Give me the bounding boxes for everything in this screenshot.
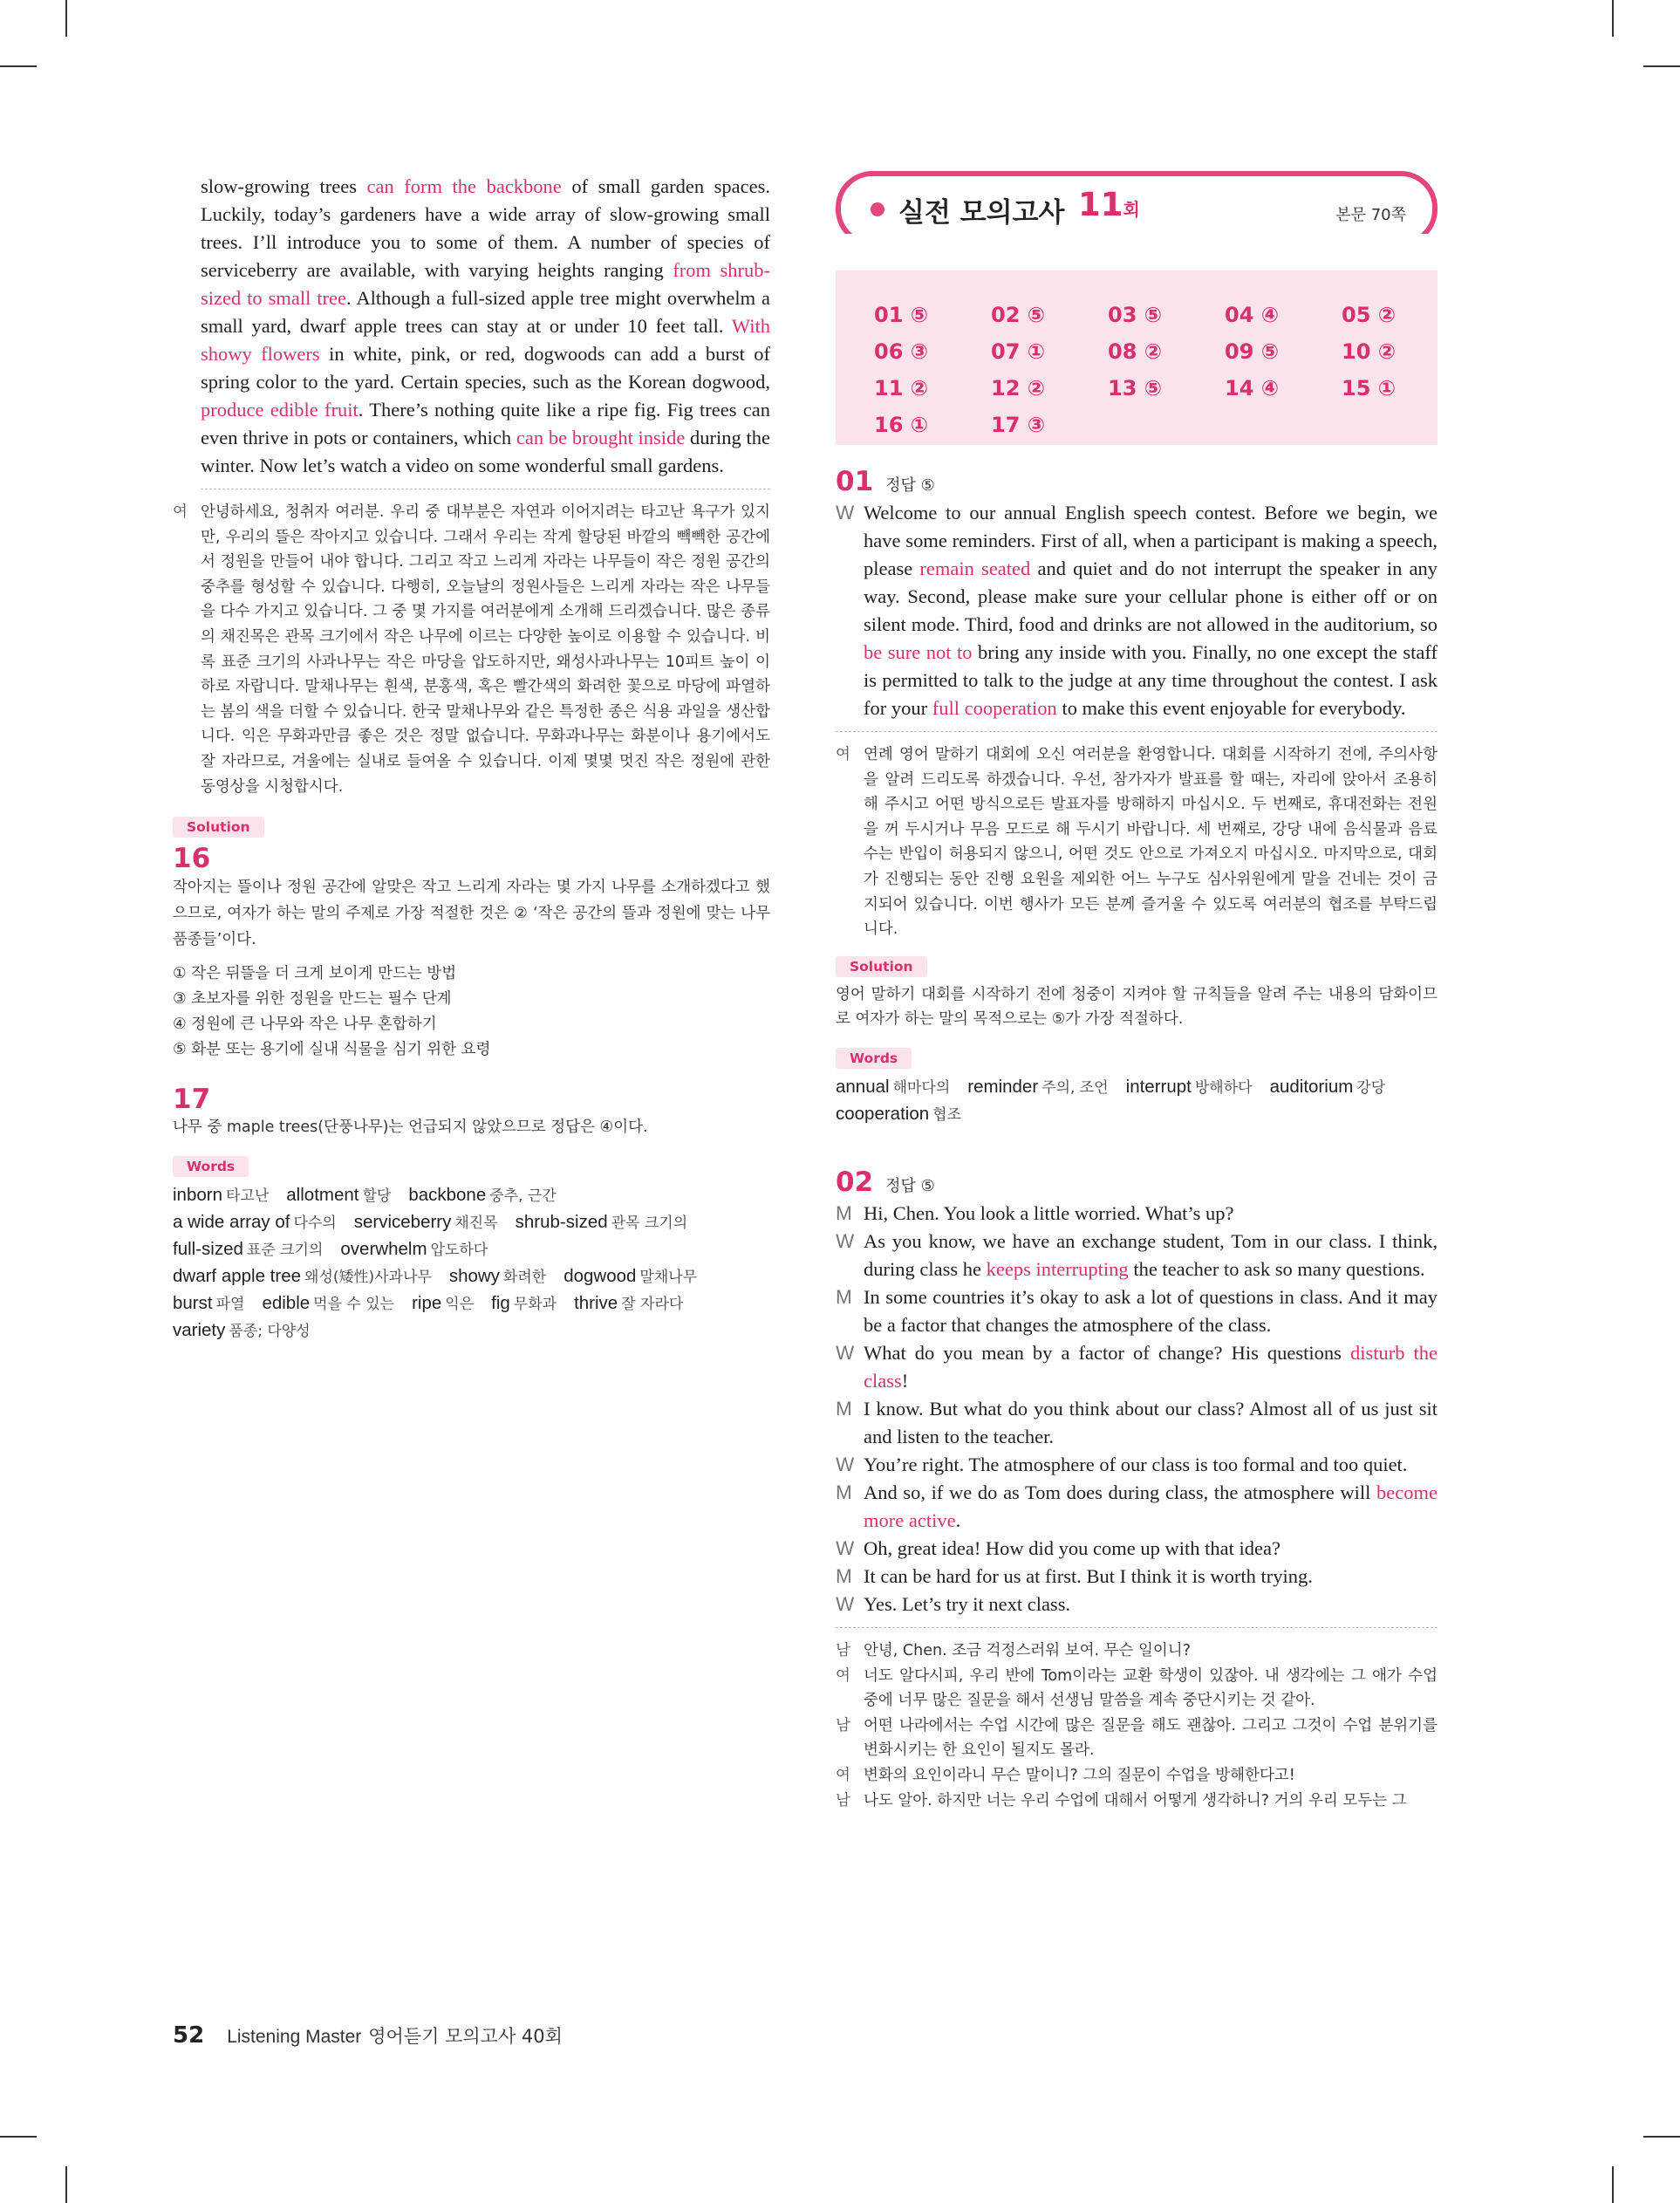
round-number: 11회 <box>1078 186 1140 223</box>
text-run: in white, pink, or red, dogwoods can add a burst of spring color to the yard. Certain species, such as the Korean dogwood, <box>201 343 771 393</box>
speaker-label: W <box>836 1341 855 1364</box>
text-run: . There’s nothing quite like a ripe fig. Fig trees can even thrive in pots or containers, which <box>201 399 770 448</box>
vocabulary-list <box>173 1182 770 1344</box>
page-number: 52 <box>173 2022 205 2049</box>
option-item: ③ 초보자를 위한 정원을 만드는 필수 단계 <box>173 990 452 1009</box>
answer-item: 01 ⑤ <box>874 303 929 327</box>
vocab-meaning: 말채나무 <box>639 1268 698 1286</box>
left-column <box>173 173 770 1344</box>
vocab-term: reminder <box>967 1076 1039 1097</box>
speaker-label: M <box>836 1481 852 1503</box>
korean-translation-01: 여 연례 영어 말하기 대회에 오신 여러분을 환영합니다. 대회를 시작하기 전에, 주의사항을 알려 드리도록 하겠습니다. 우선, 참가자가 발표를 할 때는, 자리에 앉아서 조용히 해 주시고 어떤 방식으로든 발표자를 방해하지 마십시오. 두 번째로, 휴대전화는 전원을 꺼 두시거나 무음 모드로 해 두시기 바랍니다. 세 번째로, 강당 내에 음식물과 음료수는 반입이 허용되지 않으니, 어떤 것도 안으로 가져오지 마십시오. 마지막으로, 대회가 진행되는 동안 진행 요원을 제외한 어느 누구도 심사위원에게 말을 건네는 것이 금지되어 있습니다. 이번 행사가 모든 분께 즐거울 수 있도록 여러분의 협조를 부탁드립니다. <box>836 742 1438 942</box>
script-01 <box>836 499 1438 722</box>
korean-dialogue-line <box>836 1789 1438 1814</box>
wrong-options-list <box>173 961 770 1063</box>
speaker-label: 남 <box>836 1641 850 1659</box>
speaker-label: W <box>836 502 855 523</box>
korean-translation-16-17: 여 안녕하세요, 청취자 여러분. 우리 중 대부분은 자연과 이어지려는 타고난 욕구가 있지만, 우리의 뜰은 작아지고 있습니다. 그래서 우리는 작게 할당된 바깥의 빽빽한 공간에서 정원을 만들어 내야 합니다. 그리고 작고 느리게 자라는 나무들이 작은 정원 공간의 중추를 형성할 수 있습니다. 다행히, 오늘날의 정원사들은 느리게 자라는 작은 나무들을 다수 가지고 있습니다. 그 중 몇 가지를 여러분에게 소개해 드리겠습니다. 많은 종류의 채진목은 관목 크기에서 작은 나무에 이르는 다양한 높이로 이용할 수 있습니다. 비록 표준 크기의 사과나무는 작은 마당을 압도하지만, 왜성사과나무는 10피트 높이 이하로 자랍니다. 말채나무는 흰색, 분홍색, 혹은 빨간색의 화려한 꽃으로 마당에 파열하는 봄의 색을 더할 수 있습니다. 한국 말채나무와 같은 특정한 종은 식용 과일을 생산합니다. 익은 무화과만큼 좋은 것은 정말 없습니다. 무화과나무는 화분이나 용기에서도 잘 자라므로, 겨울에는 실내로 들여올 수 있습니다. 이제 몇몇 멋진 작은 정원에 관한 동영상을 시청합시다. <box>173 500 770 799</box>
vocab-line <box>836 1074 1438 1101</box>
text-run: It can be hard for us at first. But I think it is worth trying. <box>864 1564 1313 1587</box>
vocab-term: thrive <box>574 1292 618 1313</box>
text-run: Hi, Chen. You look a little worried. What’s up? <box>864 1201 1234 1224</box>
text-run: and quiet and do not interrupt the speaker in any way. Second, please make sure your cellular phone is either off or on silent mode. Third, food and drinks are not allowed in the auditorium, so <box>864 558 1438 635</box>
crop-mark <box>1612 2166 1614 2203</box>
vocab-term: edible <box>262 1292 311 1313</box>
highlighted-phrase: from shrub-sized to small tree <box>201 259 770 309</box>
answer-item: 10 ② <box>1342 339 1397 364</box>
page-footer <box>173 2022 563 2049</box>
dialogue-line <box>836 1451 1438 1479</box>
korean-line-text: 변화의 요인이라니 무슨 말이니? 그의 질문이 수업을 방해한다고! <box>864 1766 1295 1784</box>
dialogue-line <box>836 1563 1438 1591</box>
vocab-term: overwhelm <box>340 1238 427 1259</box>
text-run: As you know, we have an exchange student, Tom in our class. I think, during class he <box>864 1229 1438 1280</box>
vocab-meaning: 표준 크기의 <box>246 1241 324 1259</box>
answer-item: 04 ④ <box>1225 303 1280 327</box>
vocab-term: serviceberry <box>353 1211 452 1232</box>
korean-dialogue-line <box>836 1763 1438 1789</box>
vocabulary-list <box>836 1074 1438 1128</box>
words-tag: Words <box>173 1156 249 1177</box>
speaker-label: W <box>836 1453 855 1475</box>
solution-tag: Solution <box>836 956 927 977</box>
vocab-meaning: 잘 자라다 <box>621 1295 684 1313</box>
text-run: . <box>955 1509 961 1531</box>
vocab-meaning: 화려한 <box>502 1268 547 1286</box>
speaker-label: 여 <box>836 1766 850 1784</box>
test-header <box>836 171 1438 246</box>
text-run: Welcome to our annual English speech contest. Before we begin, we have some reminders. First of all, when a participant is making a speech, please <box>864 502 1438 579</box>
text-run: Yes. Let’s try it next class. <box>864 1592 1071 1615</box>
text-run: during the winter. Now let’s watch a video on some wonderful small gardens. <box>201 427 771 476</box>
vocab-term: shrub-sized <box>515 1211 608 1232</box>
korean-translation-02 <box>836 1639 1438 1813</box>
text-run: In some countries it’s okay to ask a lot of questions in class. And it may be a factor that changes the atmosphere of the class. <box>864 1285 1438 1336</box>
vocab-meaning: 품종; 다양성 <box>229 1322 311 1340</box>
answer-label: 정답 ⑤ <box>885 476 935 495</box>
answer-item: 12 ② <box>991 376 1046 400</box>
dialogue-line <box>836 1228 1438 1283</box>
text-run: ! <box>901 1369 909 1392</box>
highlighted-phrase: can form the backbone <box>366 175 562 197</box>
dialogue-line <box>836 1339 1438 1395</box>
crop-mark <box>65 0 67 37</box>
book-subtitle: 영어듣기 모의고사 40회 <box>368 2026 563 2047</box>
solution-16-text: 작아지는 뜰이나 정원 공간에 알맞은 작고 느리게 자라는 몇 가지 나무를 소개하겠다고 했으므로, 여자가 하는 말의 주제로 가장 적절한 것은 ② ‘작은 공간의 뜰과 정원에 맞는 나무 품종들’이다. <box>173 879 770 949</box>
vocab-term: dogwood <box>563 1265 637 1286</box>
korean-line-text: 너도 알다시피, 우리 반에 Tom이라는 교환 학생이 있잖아. 내 생각에는 그 애가 수업 중에 너무 많은 질문을 해서 선생님 말씀을 계속 중단시키는 것 같아. <box>864 1666 1438 1710</box>
bullet-dot <box>871 202 884 216</box>
vocab-meaning: 압도하다 <box>430 1241 488 1259</box>
answer-item: 05 ② <box>1342 303 1397 327</box>
vocab-term: backbone <box>408 1184 487 1205</box>
vocab-term: a wide array of <box>173 1211 290 1232</box>
vocab-line <box>173 1290 770 1317</box>
divider <box>836 731 1438 732</box>
vocab-meaning: 익은 <box>445 1295 475 1313</box>
book-title: Listening Master <box>227 2027 362 2047</box>
vocab-term: allotment <box>286 1184 359 1205</box>
answer-item: 16 ① <box>874 413 929 437</box>
vocab-meaning: 강당 <box>1356 1078 1386 1097</box>
vocab-term: fig <box>491 1292 510 1313</box>
vocab-meaning: 주의, 조언 <box>1041 1078 1109 1097</box>
answer-key-box <box>836 270 1438 445</box>
answer-item: 09 ⑤ <box>1225 339 1280 364</box>
answer-item: 11 ② <box>874 376 929 400</box>
vocab-term: interrupt <box>1125 1076 1192 1097</box>
divider <box>836 1627 1438 1628</box>
korean-dialogue-line <box>836 1714 1438 1763</box>
speaker-label: 여 <box>173 503 188 521</box>
vocab-term: dwarf apple tree <box>173 1265 302 1286</box>
vocab-meaning: 무화과 <box>513 1295 557 1313</box>
vocab-term: cooperation <box>836 1103 930 1124</box>
text-run: to make this event enjoyable for everybody. <box>1056 697 1406 719</box>
speaker-label: 남 <box>836 1791 850 1810</box>
highlighted-phrase: can be brought inside <box>516 427 686 448</box>
vocab-meaning: 왜성(矮性)사과나무 <box>304 1268 432 1286</box>
vocab-term: annual <box>836 1076 890 1097</box>
crop-mark <box>1612 0 1614 37</box>
vocab-meaning: 먹을 수 있는 <box>313 1295 395 1313</box>
page-reference: 본문 70쪽 <box>1335 206 1406 224</box>
solution-17-text: 나무 중 maple trees(단풍나무)는 언급되지 않았으므로 정답은 ④이다. <box>173 1119 648 1137</box>
question-number: 17 <box>173 1084 211 1116</box>
speaker-label: W <box>836 1592 855 1615</box>
vocab-line <box>173 1209 770 1236</box>
vocab-term: inborn <box>173 1184 222 1205</box>
solution-tag: Solution <box>173 817 264 838</box>
crop-mark <box>0 2136 37 2138</box>
highlighted-phrase: remain seated <box>919 558 1031 579</box>
passage-16-17 <box>173 173 770 480</box>
vocab-meaning: 중추, 근간 <box>489 1187 557 1205</box>
option-item: ① 작은 뒤뜰을 더 크게 보이게 만드는 방법 <box>173 965 457 983</box>
vocab-line <box>173 1182 770 1209</box>
vocab-meaning: 관목 크기의 <box>611 1214 688 1232</box>
vocab-line <box>173 1236 770 1263</box>
speaker-label: W <box>836 1229 855 1252</box>
text-run: I know. But what do you think about our class? Almost all of us just sit and listen to the teacher. <box>864 1397 1438 1447</box>
vocab-meaning: 협조 <box>932 1105 961 1124</box>
vocab-meaning: 타고난 <box>226 1187 270 1205</box>
header-title: 실전 모의고사 <box>898 197 1065 229</box>
korean-line-text: 나도 알아. 하지만 너는 우리 수업에 대해서 어떻게 생각하니? 거의 우리 모두는 그 <box>864 1791 1407 1810</box>
question-number: 02 <box>836 1166 874 1198</box>
right-column <box>836 171 1438 1813</box>
vocab-term: burst <box>173 1292 213 1313</box>
answer-item: 02 ⑤ <box>991 303 1046 327</box>
text-run: of small garden spaces. Luckily, today’s gardeners have a wide array of slow-growing small trees. I’ll introduce you to some of them. A number of species of serviceberry are available, with varying heights ranging <box>201 175 770 281</box>
vocab-meaning: 해마다의 <box>892 1078 951 1097</box>
answer-item: 07 ① <box>991 339 1046 364</box>
dialogue-line <box>836 1395 1438 1451</box>
text-run: You’re right. The atmosphere of our class is too formal and too quiet. <box>864 1453 1408 1475</box>
highlighted-phrase: With showy flowers <box>201 315 770 365</box>
answer-item: 13 ⑤ <box>1108 376 1163 400</box>
vocab-term: variety <box>173 1319 226 1340</box>
speaker-label: 여 <box>836 746 850 763</box>
script-02 <box>836 1200 1438 1618</box>
vocab-meaning: 방해하다 <box>1194 1078 1253 1097</box>
highlighted-phrase: full cooperation <box>932 697 1057 719</box>
answer-label: 정답 ⑤ <box>885 1176 935 1195</box>
dialogue-line <box>836 1535 1438 1563</box>
vocab-line <box>836 1101 1438 1128</box>
korean-dialogue-line <box>836 1664 1438 1714</box>
vocab-line <box>173 1263 770 1290</box>
crop-mark <box>1643 65 1680 67</box>
answer-item: 03 ⑤ <box>1108 303 1163 327</box>
text-run: the teacher to ask so many questions. <box>1128 1257 1425 1280</box>
vocab-meaning: 할당 <box>362 1187 392 1205</box>
speaker-label: 남 <box>836 1716 850 1734</box>
korean-line-text: 어떤 나라에서는 수업 시간에 많은 질문을 해도 괜찮아. 그리고 그것이 수업 분위기를 변화시키는 한 요인이 될지도 몰라. <box>864 1716 1438 1760</box>
speaker-label: W <box>836 1536 855 1559</box>
highlighted-phrase: disturb the class <box>864 1341 1438 1392</box>
korean-line-text: 안녕, Chen. 조금 걱정스러워 보여. 무슨 일이니? <box>864 1641 1192 1659</box>
vocab-term: full-sized <box>173 1238 243 1259</box>
text-run: bring any inside with you. Finally, no one except the staff is permitted to talk to the judge at any time throughout the contest. I ask for your <box>864 641 1438 719</box>
highlighted-phrase: produce edible fruit <box>201 399 359 421</box>
dialogue-line <box>836 1591 1438 1618</box>
option-item: ⑤ 화분 또는 용기에 실내 식물을 심기 위한 요령 <box>173 1041 491 1059</box>
dialogue-line <box>836 1200 1438 1228</box>
answer-item: 17 ③ <box>991 413 1046 437</box>
vocab-meaning: 채진목 <box>454 1214 498 1232</box>
text-run: slow-growing trees <box>201 175 367 197</box>
words-tag: Words <box>836 1048 912 1069</box>
korean-dialogue-line <box>836 1639 1438 1664</box>
answer-item: 08 ② <box>1108 339 1163 364</box>
highlighted-phrase: keeps interrupting <box>986 1257 1129 1280</box>
answer-item: 15 ① <box>1342 376 1397 400</box>
dialogue-line <box>836 1479 1438 1535</box>
vocab-meaning: 다수의 <box>293 1214 337 1232</box>
crop-mark <box>65 2166 67 2203</box>
text-run: And so, if we do as Tom does during class, the atmosphere will <box>864 1481 1377 1503</box>
text-run: Oh, great idea! How did you come up with that idea? <box>864 1536 1280 1559</box>
text-run: What do you mean by a factor of change? His questions <box>864 1341 1350 1364</box>
answer-item: 06 ③ <box>874 339 929 364</box>
vocab-term: showy <box>448 1265 500 1286</box>
vocab-term: ripe <box>412 1292 442 1313</box>
answer-item: 14 ④ <box>1225 376 1280 400</box>
question-number: 01 <box>836 466 874 497</box>
speaker-label: M <box>836 1201 852 1224</box>
dialogue-line <box>836 1283 1438 1339</box>
speaker-label: M <box>836 1285 852 1308</box>
crop-mark <box>0 65 37 67</box>
speaker-label: M <box>836 1564 852 1587</box>
speaker-label: 여 <box>836 1666 850 1685</box>
highlighted-phrase: become more active <box>864 1481 1438 1531</box>
solution-01-text: 영어 말하기 대회를 시작하기 전에 청중이 지켜야 할 규칙들을 알려 주는 내용의 담화이므로 여자가 하는 말의 목적으로는 ⑤가 가장 적절하다. <box>836 985 1438 1029</box>
vocab-term: auditorium <box>1269 1076 1354 1097</box>
vocab-line <box>173 1317 770 1344</box>
speaker-label: M <box>836 1397 852 1420</box>
text-run: . Although a full-sized apple tree might overwhelm a small yard, dwarf apple trees can stay at or under 10 feet tall. <box>201 287 770 337</box>
highlighted-phrase: be sure not to <box>864 641 973 663</box>
crop-mark <box>1643 2136 1680 2138</box>
vocab-meaning: 파열 <box>215 1295 245 1313</box>
option-item: ④ 정원에 큰 나무와 작은 나무 혼합하기 <box>173 1016 437 1034</box>
question-number: 16 <box>173 843 211 875</box>
